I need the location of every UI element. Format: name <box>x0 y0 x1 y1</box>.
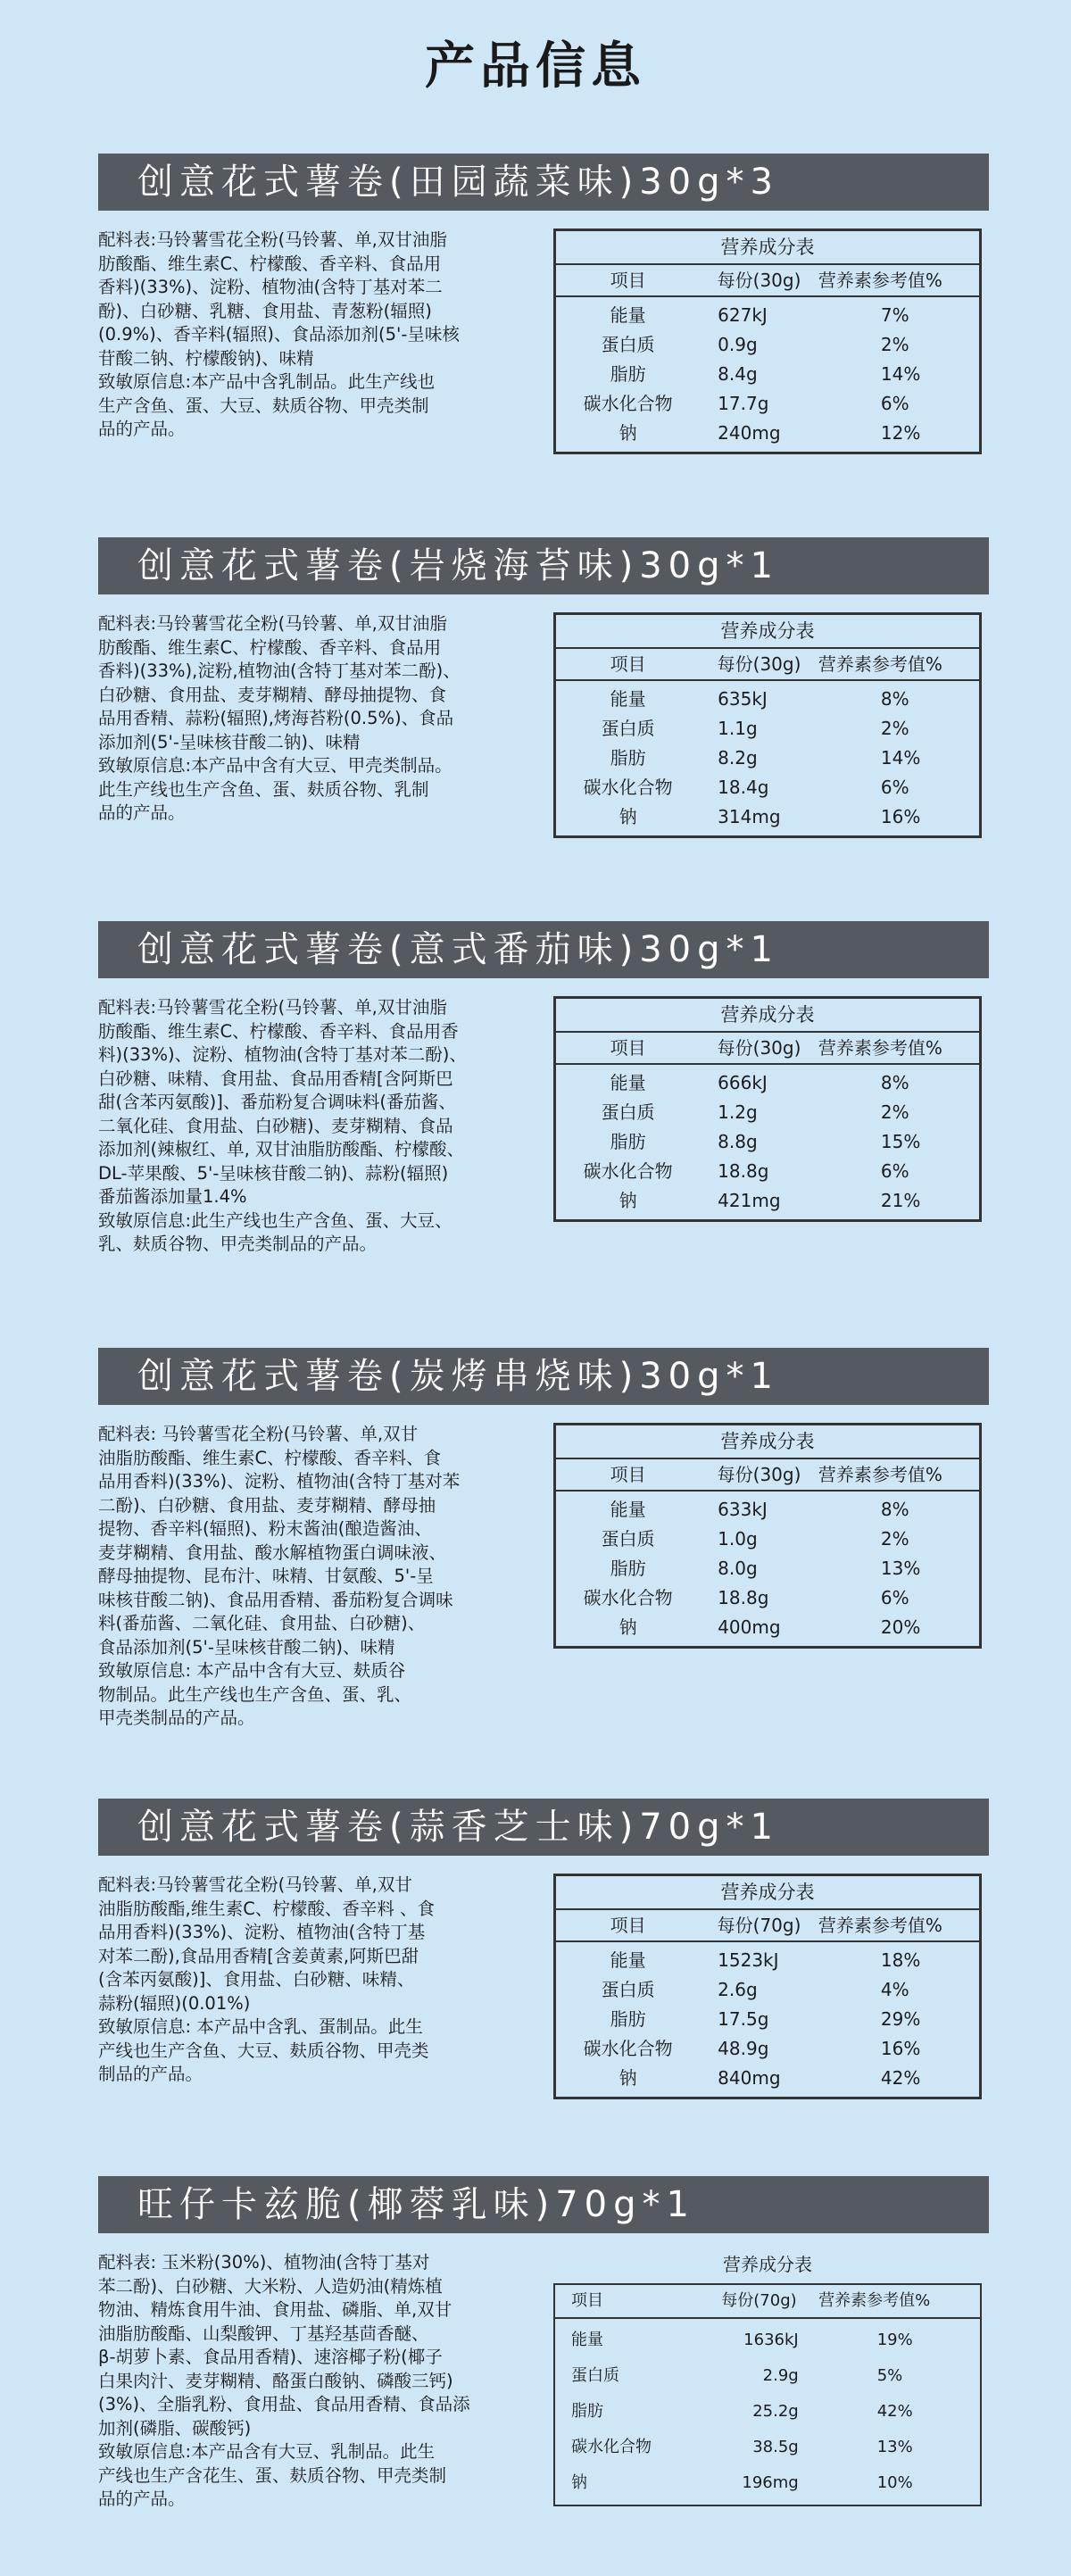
ingredients-line: (含苯丙氨酸)]、食用盐、白砂糖、味精、 <box>98 1969 415 1990</box>
ingredients-line: (3%)、全脂乳粉、食用盐、食品用香精、食品添 <box>98 2394 470 2414</box>
nutrition-row <box>556 301 979 330</box>
ingredients-line: 油脂肪酸酯、维生素C、柠檬酸、香辛料、食 <box>98 1447 442 1468</box>
nutrition-table <box>553 612 982 838</box>
product-info-row <box>98 2251 989 2512</box>
nutrient-nrv: 2% <box>880 1528 909 1550</box>
product-title-banner: 创意花式薯卷(炭烤串烧味)30g*1 <box>98 1348 989 1405</box>
product-title-banner: 创意花式薯卷(意式番茄味)30g*1 <box>98 921 989 978</box>
ingredients-line: 甜(含苯丙氨酸)]、番茄粉复合调味料(番茄酱、 <box>98 1092 456 1112</box>
ingredients-line: 肪酸酯、维生素C、柠檬酸、香辛料、食品用香 <box>98 1020 459 1042</box>
ingredients-line: 配料表:马铃薯雪花全粉(马铃薯、单,双甘油脂 <box>98 613 447 634</box>
nutrient-nrv: 16% <box>880 2038 921 2059</box>
ingredients-line: 二酚)、白砂糖、食用盐、麦芽糊精、酵母抽 <box>98 1494 436 1516</box>
product-title-banner: 创意花式薯卷(蒜香芝士味)70g*1 <box>98 1799 989 1856</box>
ingredients-line: 油脂肪酸酯、山梨酸钾、丁基羟基茴香醚、 <box>98 2323 429 2344</box>
nutrition-table-title: 营养成分表 <box>556 999 979 1033</box>
product-section <box>98 921 989 1257</box>
nutrition-table-title: 营养成分表 <box>556 1425 979 1459</box>
product-title-banner: 旺仔卡兹脆(椰蓉乳味)70g*1 <box>98 2176 989 2233</box>
header-per-serving: 每份(30g) <box>717 653 801 675</box>
nutrient-name: 钠 <box>571 2473 587 2492</box>
product-title-banner: 创意花式薯卷(岩烧海苔味)30g*1 <box>98 537 989 594</box>
ingredients-line: 添加剂(5'-呈味核苷酸二钠)、味精 <box>98 731 361 752</box>
nutrient-nrv: 8% <box>880 688 909 710</box>
nutrient-name: 脂肪 <box>610 2008 646 2030</box>
nutrient-value: 17.5g <box>718 2008 769 2030</box>
nutrition-row <box>556 744 979 773</box>
nutrient-value: 0.9g <box>718 334 758 355</box>
nutrient-value: 48.9g <box>718 2038 769 2059</box>
nutrition-row <box>556 1127 979 1157</box>
header-item: 项目 <box>610 653 646 675</box>
nutrient-nrv: 42% <box>876 2402 913 2421</box>
nutrient-name: 脂肪 <box>610 747 646 769</box>
nutrient-name: 钠 <box>619 422 637 444</box>
nutrition-row <box>556 2064 979 2093</box>
product-section <box>98 1348 989 1731</box>
nutrient-name: 能量 <box>610 304 646 326</box>
product-info-row <box>98 996 989 1257</box>
nutrient-name: 蛋白质 <box>601 718 655 739</box>
nutrient-name: 碳水化合物 <box>583 1587 673 1608</box>
ingredients-line: 肪酸酯、维生素C、柠檬酸、香辛料、食品用 <box>98 253 442 274</box>
nutrient-name: 脂肪 <box>571 2402 603 2421</box>
nutrient-value: 1.0g <box>718 1528 758 1550</box>
nutrition-body <box>555 2319 980 2505</box>
nutrition-row <box>555 2465 980 2501</box>
nutrient-nrv: 4% <box>880 1979 909 2000</box>
nutrient-value: 840mg <box>718 2067 781 2089</box>
nutrient-nrv: 13% <box>880 1558 921 1579</box>
ingredients-line: 品的产品。 <box>98 419 186 439</box>
nutrient-nrv: 10% <box>876 2473 913 2492</box>
ingredients-line: 致敏原信息:本产品中含有大豆、甲壳类制品。 <box>98 755 452 776</box>
nutrient-nrv: 21% <box>880 1190 921 1211</box>
nutrition-table <box>553 229 982 454</box>
ingredients-line: 食品添加剂(5'-呈味核苷酸二钠)、味精 <box>98 1636 395 1658</box>
product-info-row <box>98 612 989 826</box>
nutrient-name: 钠 <box>619 1616 637 1638</box>
header-per-serving: 每份(70g) <box>717 1915 801 1936</box>
nutrition-row <box>555 2430 980 2465</box>
header-nrv: 营养素参考值% <box>818 2291 931 2310</box>
nutrient-value: 18.4g <box>718 777 769 798</box>
ingredients-line: 物制品。此生产线也生产含鱼、蛋、乳、 <box>98 1683 412 1705</box>
nutrient-name: 蛋白质 <box>601 1101 655 1123</box>
nutrition-header-row <box>555 2285 980 2319</box>
nutrition-header-row <box>556 1459 979 1492</box>
nutrient-nrv: 20% <box>880 1616 921 1638</box>
ingredients-line: 生产含鱼、蛋、大豆、麸质谷物、甲壳类制 <box>98 395 429 416</box>
product-section <box>98 2176 989 2512</box>
nutrient-name: 碳水化合物 <box>583 1160 673 1182</box>
ingredients-line: DL-苹果酸、5'-呈味核苷酸二钠)、蒜粉(辐照) <box>98 1162 449 1184</box>
header-item: 项目 <box>610 1037 646 1059</box>
nutrient-nrv: 2% <box>880 334 909 355</box>
nutrient-name: 能量 <box>571 2331 603 2349</box>
nutrient-nrv: 18% <box>880 1949 921 1971</box>
ingredients-line: 配料表: 马铃薯雪花全粉(马铃薯、单,双甘 <box>98 1424 419 1444</box>
nutrient-value: 400mg <box>718 1616 781 1638</box>
header-item: 项目 <box>610 1464 646 1485</box>
ingredients-line: 料(番茄酱、二氧化硅、食用盐、白砂糖)、 <box>98 1613 426 1633</box>
header-item: 项目 <box>610 270 646 291</box>
nutrient-nrv: 19% <box>876 2331 913 2349</box>
nutrition-table-title: 营养成分表 <box>556 231 979 265</box>
ingredients-line: 配料表:马铃薯雪花全粉(马铃薯、单,双甘油脂 <box>98 229 447 250</box>
nutrition-table-title: 营养成分表 <box>556 615 979 649</box>
nutrient-value: 633kJ <box>718 1499 768 1520</box>
nutrition-header-row <box>556 1910 979 1942</box>
nutrient-name: 钠 <box>619 806 637 827</box>
nutrient-nrv: 7% <box>880 304 909 326</box>
nutrition-row <box>556 1975 979 2005</box>
nutrient-nrv: 14% <box>880 363 921 385</box>
nutrition-row <box>556 773 979 802</box>
ingredients-line: 蒜粉(辐照)(0.01%) <box>98 1992 251 2014</box>
ingredients-line: 品的产品。 <box>98 2489 186 2509</box>
product-info-row <box>98 1423 989 1731</box>
ingredients-line: 加剂(磷脂、碳酸钙) <box>98 2417 252 2439</box>
nutrient-value: 8.2g <box>718 747 758 769</box>
nutrition-row <box>556 360 979 389</box>
nutrient-name: 脂肪 <box>610 363 646 385</box>
nutrition-row <box>556 1613 979 1642</box>
nutrient-name: 碳水化合物 <box>583 393 673 414</box>
nutrient-value: 421mg <box>718 1190 781 1211</box>
nutrition-body <box>556 681 979 835</box>
nutrient-value: 1.1g <box>718 718 758 739</box>
header-nrv: 营养素参考值% <box>818 1464 942 1485</box>
product-section <box>98 1799 989 2087</box>
nutrition-row <box>556 1495 979 1525</box>
ingredients-line: (0.9%)、香辛料(辐照)、食品添加剂(5'-呈味核 <box>98 324 460 345</box>
header-per-serving: 每份(30g) <box>717 270 801 291</box>
nutrition-body <box>556 297 979 452</box>
nutrient-name: 能量 <box>610 1949 646 1971</box>
nutrition-row <box>556 2005 979 2034</box>
product-section <box>98 537 989 826</box>
nutrient-nrv: 13% <box>876 2438 913 2456</box>
nutrition-body <box>556 1065 979 1219</box>
nutrition-row <box>556 1525 979 1554</box>
header-nrv: 营养素参考值% <box>818 270 942 291</box>
ingredients-line: 产线也生产含鱼、大豆、麸质谷物、甲壳类 <box>98 2040 429 2061</box>
ingredients-text <box>98 2251 553 2512</box>
nutrition-row <box>556 1946 979 1975</box>
nutrient-nrv: 2% <box>880 1101 909 1123</box>
nutrient-nrv: 6% <box>880 777 909 798</box>
ingredients-line: 苯二酚)、白砂糖、大米粉、人造奶油(精炼植 <box>98 2275 443 2297</box>
nutrition-row <box>556 2034 979 2064</box>
nutrient-nrv: 16% <box>880 806 921 827</box>
header-item: 项目 <box>610 1915 646 1936</box>
ingredients-line: 致敏原信息: 本产品中含有大豆、麸质谷 <box>98 1660 406 1681</box>
header-nrv: 营养素参考值% <box>818 1915 942 1936</box>
nutrient-value: 314mg <box>718 806 781 827</box>
ingredients-line: 麦芽糊精、食用盐、酸水解植物蛋白调味液、 <box>98 1541 447 1563</box>
ingredients-text <box>98 996 553 1257</box>
nutrient-nrv: 5% <box>876 2366 903 2385</box>
nutrient-value: 240mg <box>718 422 781 444</box>
nutrition-table <box>553 1423 982 1649</box>
nutrition-row <box>556 1583 979 1613</box>
nutrient-nrv: 12% <box>880 422 921 444</box>
nutrition-row <box>556 1554 979 1583</box>
ingredients-line: 品的产品。 <box>98 802 186 823</box>
ingredients-line: 制品的产品。 <box>98 2064 203 2084</box>
nutrient-value: 1.2g <box>718 1101 758 1123</box>
nutrition-table <box>553 996 982 1222</box>
nutrient-value: 196mg <box>742 2473 799 2492</box>
nutrient-value: 627kJ <box>718 304 768 326</box>
ingredients-line: 配料表:马铃薯雪花全粉(马铃薯、单,双甘 <box>98 1874 412 1895</box>
ingredients-line: 乳、麸质谷物、甲壳类制品的产品。 <box>98 1234 378 1254</box>
nutrient-value: 1636kJ <box>743 2331 799 2349</box>
ingredients-line: 白砂糖、味精、食用盐、食品用香精[含阿斯巴 <box>98 1068 453 1089</box>
ingredients-line: 此生产线也生产含鱼、蛋、麸质谷物、乳制 <box>98 778 429 800</box>
nutrient-name: 碳水化合物 <box>583 777 673 798</box>
nutrition-table <box>553 1874 982 2099</box>
ingredients-text <box>98 612 553 826</box>
ingredients-line: 二氧化硅、食用盐、白砂糖)、麦芽糊精、食品 <box>98 1115 453 1136</box>
ingredients-line: 白果肉汁、麦芽糊精、酪蛋白酸钠、磷酸三钙) <box>98 2370 453 2391</box>
nutrition-row <box>555 2394 980 2430</box>
ingredients-line: 配料表: 玉米粉(30%)、植物油(含特丁基对 <box>98 2252 430 2273</box>
header-per-serving: 每份(30g) <box>717 1037 801 1059</box>
ingredients-line: 产线也生产含花生、蛋、麸质谷物、甲壳类制 <box>98 2464 447 2486</box>
header-per-serving: 每份(70g) <box>721 2291 797 2310</box>
nutrient-nrv: 6% <box>880 1160 909 1182</box>
ingredients-line: 酵母抽提物、昆布汁、味精、甘氨酸、5'-呈 <box>98 1566 434 1586</box>
header-per-serving: 每份(30g) <box>717 1464 801 1485</box>
nutrient-value: 8.4g <box>718 363 758 385</box>
nutrition-row <box>556 714 979 744</box>
nutrient-value: 18.8g <box>718 1160 769 1182</box>
header-nrv: 营养素参考值% <box>818 653 942 675</box>
nutrient-name: 碳水化合物 <box>583 2038 673 2059</box>
nutrient-nrv: 29% <box>880 2008 921 2030</box>
ingredients-line: 味核苷酸二钠)、食品用香精、番茄粉复合调味 <box>98 1589 453 1610</box>
nutrient-value: 635kJ <box>718 688 768 710</box>
nutrition-header-row <box>556 649 979 681</box>
ingredients-line: 肪酸酯、维生素C、柠檬酸、香辛料、食品用 <box>98 636 442 658</box>
nutrient-nrv: 8% <box>880 1072 909 1093</box>
nutrient-value: 8.0g <box>718 1558 758 1579</box>
header-item: 项目 <box>571 2291 603 2310</box>
nutrient-name: 钠 <box>619 2067 637 2089</box>
page-title: 产品信息 <box>425 37 646 96</box>
nutrient-nrv: 6% <box>880 393 909 414</box>
ingredients-line: 致敏原信息:本产品中含乳制品。此生产线也 <box>98 371 436 392</box>
ingredients-line: 酚)、白砂糖、乳糖、食用盐、青葱粉(辐照) <box>98 300 432 321</box>
nutrient-nrv: 14% <box>880 747 921 769</box>
ingredients-line: 配料表:马铃薯雪花全粉(马铃薯、单,双甘油脂 <box>98 997 447 1018</box>
nutrient-name: 蛋白质 <box>571 2366 619 2385</box>
nutrition-row <box>556 1186 979 1216</box>
ingredients-text <box>98 1423 553 1731</box>
nutrition-row <box>556 1098 979 1127</box>
nutrient-name: 蛋白质 <box>601 1528 655 1550</box>
nutrient-value: 2.9g <box>762 2366 799 2385</box>
nutrition-header-row <box>556 1033 979 1065</box>
nutrient-nrv: 2% <box>880 718 909 739</box>
nutrition-row <box>556 330 979 360</box>
nutrient-value: 666kJ <box>718 1072 768 1093</box>
ingredients-line: 致敏原信息:本产品含有大豆、乳制品。此生 <box>98 2441 436 2462</box>
ingredients-line: 油脂肪酸酯,维生素C、柠檬酸、香辛料 、食 <box>98 1898 436 1919</box>
nutrient-name: 蛋白质 <box>601 1979 655 2000</box>
ingredients-line: 品用香精、蒜粉(辐照),烤海苔粉(0.5%)、食品 <box>98 708 454 728</box>
product-title-banner: 创意花式薯卷(田园蔬菜味)30g*3 <box>98 154 989 211</box>
nutrition-row <box>556 1157 979 1186</box>
nutrition-row <box>556 1068 979 1098</box>
nutrition-table-title: 营养成分表 <box>723 2254 812 2275</box>
nutrition-header-row <box>556 265 979 297</box>
product-section <box>98 154 989 442</box>
nutrition-table <box>553 2283 982 2506</box>
nutrient-value: 1523kJ <box>718 1949 779 1971</box>
ingredients-line: 苷酸二钠、柠檬酸钠)、味精 <box>98 347 314 369</box>
nutrient-name: 脂肪 <box>610 1131 646 1152</box>
nutrition-row <box>556 419 979 448</box>
nutrient-value: 8.8g <box>718 1131 758 1152</box>
ingredients-line: 对苯二酚),食品用香精[含姜黄素,阿斯巴甜 <box>98 1945 419 1966</box>
nutrition-row <box>555 2323 980 2358</box>
ingredients-line: 番茄酱添加量1.4% <box>98 1186 247 1207</box>
ingredients-text <box>98 229 553 442</box>
header-nrv: 营养素参考值% <box>818 1037 942 1059</box>
ingredients-line: β-胡萝卜素、食品用香精)、速溶椰子粉(椰子 <box>98 2347 443 2367</box>
nutrient-nrv: 15% <box>880 1131 921 1152</box>
nutrient-value: 25.2g <box>752 2402 799 2421</box>
nutrient-value: 38.5g <box>752 2438 799 2456</box>
nutrition-body <box>556 1942 979 2097</box>
ingredients-line: 提物、香辛料(辐照)、粉末酱油(酿造酱油、 <box>98 1518 432 1539</box>
nutrient-name: 能量 <box>610 688 646 710</box>
nutrient-name: 能量 <box>610 1499 646 1520</box>
nutrition-table-title: 营养成分表 <box>556 1876 979 1910</box>
ingredients-line: 品用香料)(33%)、淀粉、植物油(含特丁基对苯 <box>98 1471 461 1492</box>
nutrient-nrv: 8% <box>880 1499 909 1520</box>
ingredients-line: 甲壳类制品的产品。 <box>98 1708 255 1728</box>
ingredients-line: 香料)(33%)、淀粉、植物油(含特丁基对苯二 <box>98 277 443 297</box>
product-info-row <box>98 1874 989 2087</box>
ingredients-line: 白砂糖、食用盐、麦芽糊精、酵母抽提物、食 <box>98 684 447 705</box>
nutrient-name: 蛋白质 <box>601 334 655 355</box>
nutrient-name: 碳水化合物 <box>571 2438 652 2456</box>
ingredients-line: 料)(33%)、淀粉、植物油(含特丁基对苯二酚)、 <box>98 1044 467 1065</box>
nutrient-value: 18.8g <box>718 1587 769 1608</box>
nutrition-body <box>556 1492 979 1646</box>
nutrition-row <box>556 685 979 714</box>
ingredients-line: 致敏原信息: 本产品中含乳、蛋制品。此生 <box>98 2016 423 2037</box>
nutrition-row <box>555 2358 980 2394</box>
ingredients-line: 物油、精炼食用牛油、食用盐、磷脂、单,双甘 <box>98 2299 452 2320</box>
ingredients-line: 品用香料)(33%)、淀粉、植物油(含特丁基 <box>98 1922 426 1942</box>
product-info-row <box>98 229 989 442</box>
nutrient-name: 脂肪 <box>610 1558 646 1579</box>
ingredients-line: 致敏原信息:此生产线也生产含鱼、蛋、大豆、 <box>98 1209 452 1231</box>
nutrition-row <box>556 802 979 832</box>
ingredients-text <box>98 1874 553 2087</box>
nutrition-row <box>556 389 979 419</box>
nutrient-nrv: 6% <box>880 1587 909 1608</box>
nutrient-name: 钠 <box>619 1190 637 1211</box>
nutrient-name: 能量 <box>610 1072 646 1093</box>
nutrient-value: 2.6g <box>718 1979 758 2000</box>
nutrient-value: 17.7g <box>718 393 769 414</box>
ingredients-line: 添加剂(辣椒红、单, 双甘油脂肪酸酯、柠檬酸、 <box>98 1139 465 1159</box>
nutrient-nrv: 42% <box>880 2067 921 2089</box>
ingredients-line: 香料)(33%),淀粉,植物油(含特丁基对苯二酚)、 <box>98 661 461 681</box>
